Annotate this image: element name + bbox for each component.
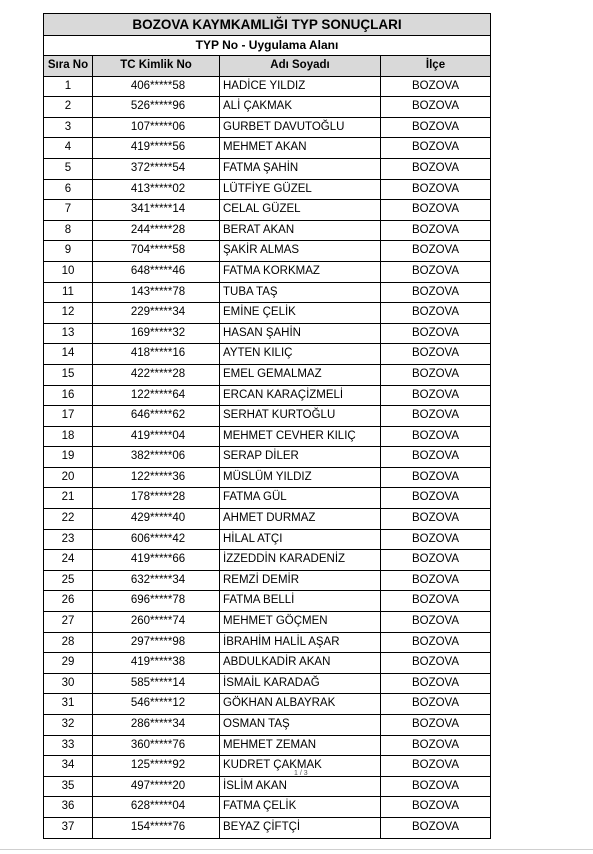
row-adi-soyadi: HASAN ŞAHİN xyxy=(220,323,381,344)
table-row xyxy=(44,715,491,736)
row-adi-soyadi: SERAP DİLER xyxy=(220,447,381,468)
table-row xyxy=(44,303,491,324)
row-ilce: BOZOVA xyxy=(381,529,491,550)
table-row xyxy=(44,797,491,818)
table-row xyxy=(44,241,491,262)
row-tc-kimlik-no: 419*****56 xyxy=(93,138,220,159)
row-adi-soyadi: ABDULKADİR AKAN xyxy=(220,653,381,674)
table-row xyxy=(44,344,491,365)
table-row xyxy=(44,220,491,241)
row-adi-soyadi: FATMA KORKMAZ xyxy=(220,261,381,282)
row-sira-no: 6 xyxy=(44,179,93,200)
table-row xyxy=(44,364,491,385)
row-sira-no: 21 xyxy=(44,488,93,509)
row-tc-kimlik-no: 297*****98 xyxy=(93,632,220,653)
row-ilce: BOZOVA xyxy=(381,612,491,633)
table-row xyxy=(44,261,491,282)
row-tc-kimlik-no: 382*****06 xyxy=(93,447,220,468)
row-ilce: BOZOVA xyxy=(381,756,491,777)
table-row xyxy=(44,179,491,200)
row-sira-no: 18 xyxy=(44,426,93,447)
row-adi-soyadi: GURBET DAVUTOĞLU xyxy=(220,117,381,138)
row-adi-soyadi: SERHAT KURTOĞLU xyxy=(220,406,381,427)
table-row xyxy=(44,488,491,509)
row-adi-soyadi: İSLİM AKAN xyxy=(220,776,381,797)
row-sira-no: 28 xyxy=(44,632,93,653)
row-adi-soyadi: ERCAN KARAÇİZMELİ xyxy=(220,385,381,406)
row-tc-kimlik-no: 169*****32 xyxy=(93,323,220,344)
row-ilce: BOZOVA xyxy=(381,570,491,591)
row-ilce: BOZOVA xyxy=(381,447,491,468)
row-ilce: BOZOVA xyxy=(381,467,491,488)
table-row xyxy=(44,776,491,797)
row-ilce: BOZOVA xyxy=(381,632,491,653)
row-tc-kimlik-no: 244*****28 xyxy=(93,220,220,241)
row-tc-kimlik-no: 229*****34 xyxy=(93,303,220,324)
row-tc-kimlik-no: 429*****40 xyxy=(93,509,220,530)
row-sira-no: 19 xyxy=(44,447,93,468)
table-row xyxy=(44,591,491,612)
row-ilce: BOZOVA xyxy=(381,220,491,241)
table-row xyxy=(44,76,491,97)
row-tc-kimlik-no: 497*****20 xyxy=(93,776,220,797)
row-ilce: BOZOVA xyxy=(381,735,491,756)
table-row xyxy=(44,200,491,221)
page-indicator: 1 / 3 xyxy=(294,770,308,777)
row-ilce: BOZOVA xyxy=(381,694,491,715)
row-sira-no: 22 xyxy=(44,509,93,530)
row-sira-no: 29 xyxy=(44,653,93,674)
table-row xyxy=(44,447,491,468)
row-tc-kimlik-no: 154*****76 xyxy=(93,817,220,838)
row-adi-soyadi: MEHMET GÖÇMEN xyxy=(220,612,381,633)
row-sira-no: 31 xyxy=(44,694,93,715)
row-adi-soyadi: İSMAİL KARADAĞ xyxy=(220,673,381,694)
table-row xyxy=(44,385,491,406)
table-row xyxy=(44,570,491,591)
row-ilce: BOZOVA xyxy=(381,715,491,736)
row-tc-kimlik-no: 143*****78 xyxy=(93,282,220,303)
row-tc-kimlik-no: 122*****64 xyxy=(93,385,220,406)
row-sira-no: 33 xyxy=(44,735,93,756)
row-ilce: BOZOVA xyxy=(381,591,491,612)
row-ilce: BOZOVA xyxy=(381,426,491,447)
row-ilce: BOZOVA xyxy=(381,364,491,385)
row-tc-kimlik-no: 122*****36 xyxy=(93,467,220,488)
row-adi-soyadi: OSMAN TAŞ xyxy=(220,715,381,736)
row-tc-kimlik-no: 546*****12 xyxy=(93,694,220,715)
table-row xyxy=(44,323,491,344)
row-ilce: BOZOVA xyxy=(381,179,491,200)
row-sira-no: 36 xyxy=(44,797,93,818)
row-sira-no: 2 xyxy=(44,97,93,118)
row-sira-no: 17 xyxy=(44,406,93,427)
row-adi-soyadi: AHMET DURMAZ xyxy=(220,509,381,530)
row-tc-kimlik-no: 419*****38 xyxy=(93,653,220,674)
row-tc-kimlik-no: 606*****42 xyxy=(93,529,220,550)
row-ilce: BOZOVA xyxy=(381,406,491,427)
row-sira-no: 25 xyxy=(44,570,93,591)
header-sira-no: Sıra No xyxy=(44,56,93,77)
row-sira-no: 9 xyxy=(44,241,93,262)
row-ilce: BOZOVA xyxy=(381,550,491,571)
table-row xyxy=(44,735,491,756)
row-ilce: BOZOVA xyxy=(381,241,491,262)
row-adi-soyadi: ALİ ÇAKMAK xyxy=(220,97,381,118)
row-tc-kimlik-no: 422*****28 xyxy=(93,364,220,385)
results-sheet xyxy=(43,13,490,839)
row-adi-soyadi: TUBA TAŞ xyxy=(220,282,381,303)
table-row xyxy=(44,282,491,303)
row-sira-no: 3 xyxy=(44,117,93,138)
row-sira-no: 8 xyxy=(44,220,93,241)
row-adi-soyadi: REMZİ DEMİR xyxy=(220,570,381,591)
header-tc-kimlik-no: TC Kimlik No xyxy=(93,56,220,77)
row-ilce: BOZOVA xyxy=(381,117,491,138)
row-tc-kimlik-no: 696*****78 xyxy=(93,591,220,612)
row-tc-kimlik-no: 178*****28 xyxy=(93,488,220,509)
row-ilce: BOZOVA xyxy=(381,76,491,97)
row-adi-soyadi: MEHMET CEVHER KILIÇ xyxy=(220,426,381,447)
row-ilce: BOZOVA xyxy=(381,344,491,365)
row-adi-soyadi: İZZEDDİN KARADENİZ xyxy=(220,550,381,571)
table-row xyxy=(44,138,491,159)
table-row xyxy=(44,97,491,118)
row-sira-no: 26 xyxy=(44,591,93,612)
row-adi-soyadi: MEHMET AKAN xyxy=(220,138,381,159)
row-ilce: BOZOVA xyxy=(381,673,491,694)
row-ilce: BOZOVA xyxy=(381,653,491,674)
row-adi-soyadi: EMİNE ÇELİK xyxy=(220,303,381,324)
row-adi-soyadi: MEHMET ZEMAN xyxy=(220,735,381,756)
table-header-row xyxy=(44,56,491,77)
header-ilce: İlçe xyxy=(381,56,491,77)
table-row xyxy=(44,653,491,674)
row-tc-kimlik-no: 125*****92 xyxy=(93,756,220,777)
row-adi-soyadi: LÜTFİYE GÜZEL xyxy=(220,179,381,200)
row-tc-kimlik-no: 646*****62 xyxy=(93,406,220,427)
row-ilce: BOZOVA xyxy=(381,261,491,282)
row-ilce: BOZOVA xyxy=(381,323,491,344)
table-row xyxy=(44,817,491,838)
row-sira-no: 4 xyxy=(44,138,93,159)
table-row xyxy=(44,673,491,694)
row-adi-soyadi: ŞAKİR ALMAS xyxy=(220,241,381,262)
row-adi-soyadi: FATMA ŞAHİN xyxy=(220,158,381,179)
row-sira-no: 5 xyxy=(44,158,93,179)
row-adi-soyadi: FATMA ÇELİK xyxy=(220,797,381,818)
row-tc-kimlik-no: 648*****46 xyxy=(93,261,220,282)
row-adi-soyadi: BEYAZ ÇİFTÇİ xyxy=(220,817,381,838)
results-table xyxy=(43,13,491,839)
table-row xyxy=(44,509,491,530)
row-tc-kimlik-no: 585*****14 xyxy=(93,673,220,694)
row-sira-no: 20 xyxy=(44,467,93,488)
table-row xyxy=(44,406,491,427)
row-sira-no: 7 xyxy=(44,200,93,221)
row-tc-kimlik-no: 419*****04 xyxy=(93,426,220,447)
row-sira-no: 13 xyxy=(44,323,93,344)
row-ilce: BOZOVA xyxy=(381,797,491,818)
table-row xyxy=(44,694,491,715)
row-sira-no: 30 xyxy=(44,673,93,694)
document-subtitle: TYP No - Uygulama Alanı xyxy=(44,36,491,56)
row-ilce: BOZOVA xyxy=(381,138,491,159)
row-adi-soyadi: EMEL GEMALMAZ xyxy=(220,364,381,385)
row-tc-kimlik-no: 360*****76 xyxy=(93,735,220,756)
table-row xyxy=(44,426,491,447)
row-tc-kimlik-no: 260*****74 xyxy=(93,612,220,633)
row-tc-kimlik-no: 413*****02 xyxy=(93,179,220,200)
table-row xyxy=(44,117,491,138)
row-sira-no: 10 xyxy=(44,261,93,282)
row-sira-no: 37 xyxy=(44,817,93,838)
header-adi-soyadi: Adı Soyadı xyxy=(220,56,381,77)
row-adi-soyadi: MÜSLÜM YILDIZ xyxy=(220,467,381,488)
row-tc-kimlik-no: 286*****34 xyxy=(93,715,220,736)
table-row xyxy=(44,529,491,550)
row-ilce: BOZOVA xyxy=(381,817,491,838)
row-sira-no: 24 xyxy=(44,550,93,571)
table-row xyxy=(44,612,491,633)
row-tc-kimlik-no: 372*****54 xyxy=(93,158,220,179)
row-tc-kimlik-no: 526*****96 xyxy=(93,97,220,118)
row-sira-no: 15 xyxy=(44,364,93,385)
table-row xyxy=(44,158,491,179)
row-adi-soyadi: HİLAL ATÇI xyxy=(220,529,381,550)
row-ilce: BOZOVA xyxy=(381,303,491,324)
row-adi-soyadi: CELAL GÜZEL xyxy=(220,200,381,221)
row-adi-soyadi: KUDRET ÇAKMAK xyxy=(220,756,381,777)
row-tc-kimlik-no: 704*****58 xyxy=(93,241,220,262)
row-sira-no: 27 xyxy=(44,612,93,633)
row-sira-no: 35 xyxy=(44,776,93,797)
row-ilce: BOZOVA xyxy=(381,509,491,530)
row-tc-kimlik-no: 632*****34 xyxy=(93,570,220,591)
table-row xyxy=(44,467,491,488)
row-adi-soyadi: HADİCE YILDIZ xyxy=(220,76,381,97)
table-row xyxy=(44,756,491,777)
table-body xyxy=(44,76,491,838)
row-adi-soyadi: AYTEN KILIÇ xyxy=(220,344,381,365)
row-adi-soyadi: İBRAHİM HALİL AŞAR xyxy=(220,632,381,653)
row-adi-soyadi: GÖKHAN ALBAYRAK xyxy=(220,694,381,715)
document-title: BOZOVA KAYMKAMLIĞI TYP SONUÇLARI xyxy=(44,14,491,36)
row-tc-kimlik-no: 418*****16 xyxy=(93,344,220,365)
row-adi-soyadi: BERAT AKAN xyxy=(220,220,381,241)
row-ilce: BOZOVA xyxy=(381,776,491,797)
row-sira-no: 1 xyxy=(44,76,93,97)
row-sira-no: 14 xyxy=(44,344,93,365)
row-sira-no: 23 xyxy=(44,529,93,550)
table-row xyxy=(44,550,491,571)
row-tc-kimlik-no: 107*****06 xyxy=(93,117,220,138)
page-bottom-divider xyxy=(0,849,593,850)
row-sira-no: 34 xyxy=(44,756,93,777)
row-ilce: BOZOVA xyxy=(381,158,491,179)
row-sira-no: 11 xyxy=(44,282,93,303)
row-ilce: BOZOVA xyxy=(381,385,491,406)
row-ilce: BOZOVA xyxy=(381,97,491,118)
row-adi-soyadi: FATMA GÜL xyxy=(220,488,381,509)
row-adi-soyadi: FATMA BELLİ xyxy=(220,591,381,612)
row-sira-no: 16 xyxy=(44,385,93,406)
row-ilce: BOZOVA xyxy=(381,488,491,509)
row-tc-kimlik-no: 628*****04 xyxy=(93,797,220,818)
row-ilce: BOZOVA xyxy=(381,200,491,221)
row-tc-kimlik-no: 341*****14 xyxy=(93,200,220,221)
row-ilce: BOZOVA xyxy=(381,282,491,303)
row-sira-no: 12 xyxy=(44,303,93,324)
row-tc-kimlik-no: 419*****66 xyxy=(93,550,220,571)
row-sira-no: 32 xyxy=(44,715,93,736)
table-row xyxy=(44,632,491,653)
row-tc-kimlik-no: 406*****58 xyxy=(93,76,220,97)
